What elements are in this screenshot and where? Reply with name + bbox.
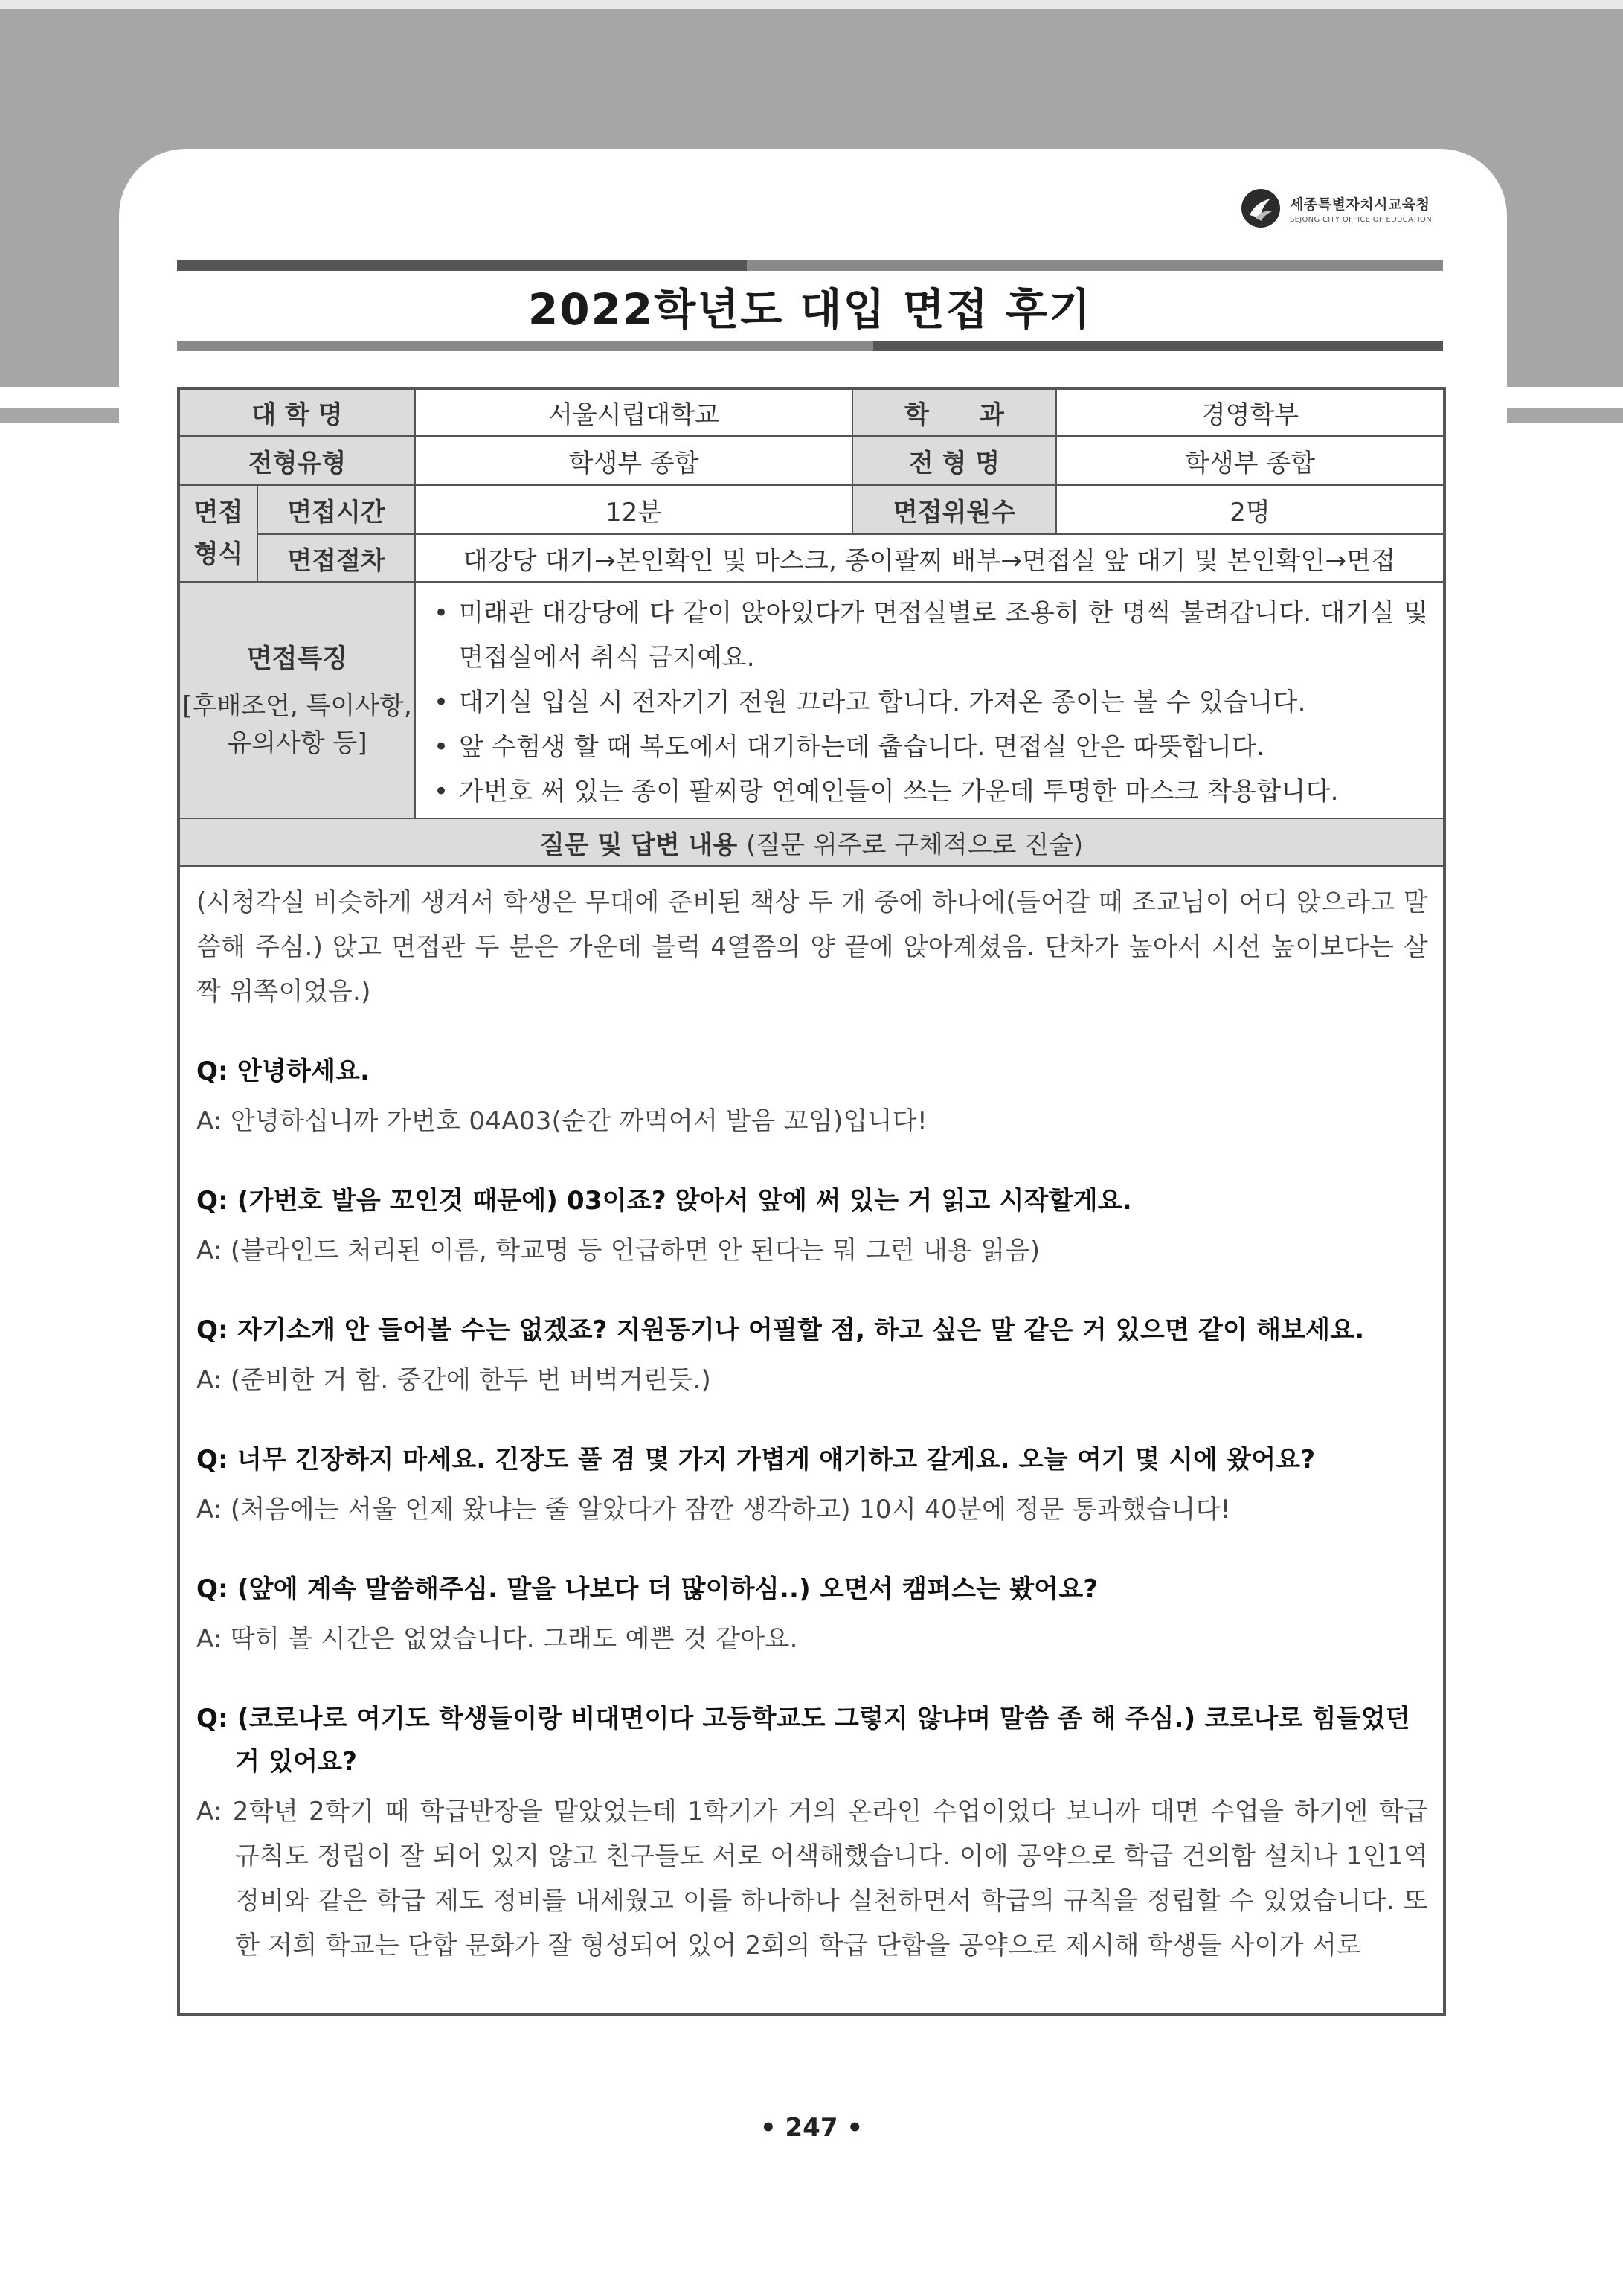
right-side-tab — [1507, 408, 1623, 423]
admission-name-label: 전 형 명 — [852, 436, 1056, 485]
qa-intro: (시청각실 비슷하게 생겨서 학생은 무대에 준비된 책상 두 개 중에 하나에(들어갈 때 조교님이 어디 앉으라고 말씀해 주심.) 앉고 면접관 두 분은 가운데 블럭 4열쯤의 양 끝에 앉아계셨음. 단차가 높아서 시선 높이보다는 살짝 위쪽이었음.) — [196, 888, 1428, 1007]
top-edge-line — [0, 0, 1623, 9]
table-row — [179, 582, 1444, 818]
time-value: 12분 — [415, 485, 852, 534]
org-name-ko: 세종특별자치시교육청 — [1290, 196, 1430, 213]
title-rule-top — [177, 260, 1443, 271]
type-value: 학생부 종합 — [415, 436, 852, 485]
left-side-tab — [0, 408, 119, 423]
list-item: • 가번호 써 있는 종이 팔찌랑 연예인들이 쓰는 가운데 투명한 마스크 착용합니다. — [459, 769, 1428, 814]
title-rule-bottom — [177, 341, 1443, 351]
question: Q: (앞에 계속 말씀해주심. 말을 나보다 더 많이하심..) 오면서 캠퍼스는 봤어요? — [196, 1574, 1099, 1604]
table-row — [179, 436, 1444, 485]
dept-label: 학 과 — [852, 388, 1056, 436]
list-item: • 앞 수험생 할 때 복도에서 대기하는데 춥습니다. 면접실 안은 따뜻합니다. — [459, 725, 1428, 769]
org-logo — [1241, 186, 1432, 231]
question: Q: (가번호 발음 꼬인것 때문에) 03이죠? 앉아서 앞에 써 있는 거 읽고 시작할게요. — [196, 1186, 1132, 1216]
answer: A: 딱히 볼 시간은 없었습니다. 그래도 예쁜 것 같아요. — [196, 1624, 798, 1654]
answer: A: 2학년 2학기 때 학급반장을 맡았었는데 1학기가 거의 온라인 수업이었다 보니까 대면 수업을 하기엔 학급 규칙도 정립이 잘 되어 있지 않고 친구들도 서로 어색해했습니다. 이에 공약으로 학급 건의함 설치나 1인1역 정비와 같은 학급 제도 정비를 내세웠고 이를 하나하나 실천하면서 학급의 규칙을 정립할 수 있었습니다. 또한 저희 학교는 단합 문화가 잘 형성되어 있어 2회의 학급 단합을 공약으로 제시해 학생들 사이가 서로 — [196, 1797, 1428, 1960]
features-label-cell — [179, 582, 415, 818]
admission-name-value: 학생부 종합 — [1056, 436, 1444, 485]
time-label: 면접시간 — [257, 485, 415, 534]
panel-label: 면접위원수 — [852, 485, 1056, 534]
table-row — [179, 534, 1444, 582]
features-label: 면접특징 — [246, 644, 348, 674]
question: Q: 안녕하세요. — [196, 1056, 370, 1086]
page-title: 2022학년도 대입 면접 후기 — [527, 284, 1093, 335]
qa-header-sub: (질문 위주로 구체적으로 진술) — [746, 830, 1084, 860]
question: Q: 너무 긴장하지 마세요. 긴장도 풀 겸 몇 가지 가볍게 얘기하고 갈게요. 오늘 여기 몇 시에 왔어요? — [196, 1445, 1316, 1475]
qa-header-main: 질문 및 답변 내용 — [539, 830, 738, 860]
features-list — [416, 583, 1443, 817]
features-cell — [415, 582, 1444, 818]
list-item: • 대기실 입실 시 전자기기 전원 끄라고 합니다. 가져온 종이는 볼 수 있습니다. — [459, 680, 1428, 725]
answer: A: 안녕하십니까 가번호 04A03(순간 까먹어서 발음 꼬임)입니다! — [196, 1106, 928, 1136]
page-number: • 247 • — [759, 2113, 864, 2143]
type-label: 전형유형 — [179, 436, 415, 485]
question: Q: (코로나로 여기도 학생들이랑 비대면이다 고등학교도 그렇지 않냐며 말씀 좀 해 주심.) 코로나로 힘들었던 거 있어요? — [196, 1704, 1410, 1777]
org-name-en: SEJONG CITY OFFICE OF EDUCATION — [1290, 215, 1432, 224]
univ-label: 대 학 명 — [179, 388, 415, 436]
answer: A: (블라인드 처리된 이름, 학교명 등 언급하면 안 된다는 뭐 그런 내용 읽음) — [196, 1236, 1041, 1266]
answer: A: (처음에는 서울 언제 왔냐는 줄 알았다가 잠깐 생각하고) 10시 40분에 정문 통과했습니다! — [196, 1495, 1231, 1524]
table-row — [179, 818, 1444, 866]
dept-value: 경영학부 — [1056, 388, 1444, 436]
features-sublabel: [후배조언, 특이사항, 유의사항 등] — [182, 691, 412, 758]
procedure-value: 대강당 대기→본인확인 및 마스크, 종이팔찌 배부→면접실 앞 대기 및 본인확인→면접 — [415, 534, 1444, 582]
interview-info-table — [177, 387, 1446, 2016]
sejong-emblem-icon — [1241, 188, 1281, 228]
question: Q: 자기소개 안 들어볼 수는 없겠죠? 지원동기나 어필할 점, 하고 싶은 말 같은 거 있으면 같이 해보세요. — [196, 1315, 1365, 1345]
answer: A: (준비한 거 함. 중간에 한두 번 버벅거린듯.) — [196, 1365, 712, 1395]
qa-body — [179, 866, 1444, 2015]
format-label: 면접 형식 — [179, 485, 257, 582]
qa-header — [179, 818, 1444, 866]
procedure-label: 면접절차 — [257, 534, 415, 582]
list-item: • 미래관 대강당에 다 같이 앉아있다가 면접실별로 조용히 한 명씩 불려갑니다. 대기실 및 면접실에서 취식 금지예요. — [459, 591, 1428, 680]
table-row — [179, 485, 1444, 534]
table-row — [179, 866, 1444, 2015]
table-row — [179, 388, 1444, 436]
panel-value: 2명 — [1056, 485, 1444, 534]
univ-value: 서울시립대학교 — [415, 388, 852, 436]
